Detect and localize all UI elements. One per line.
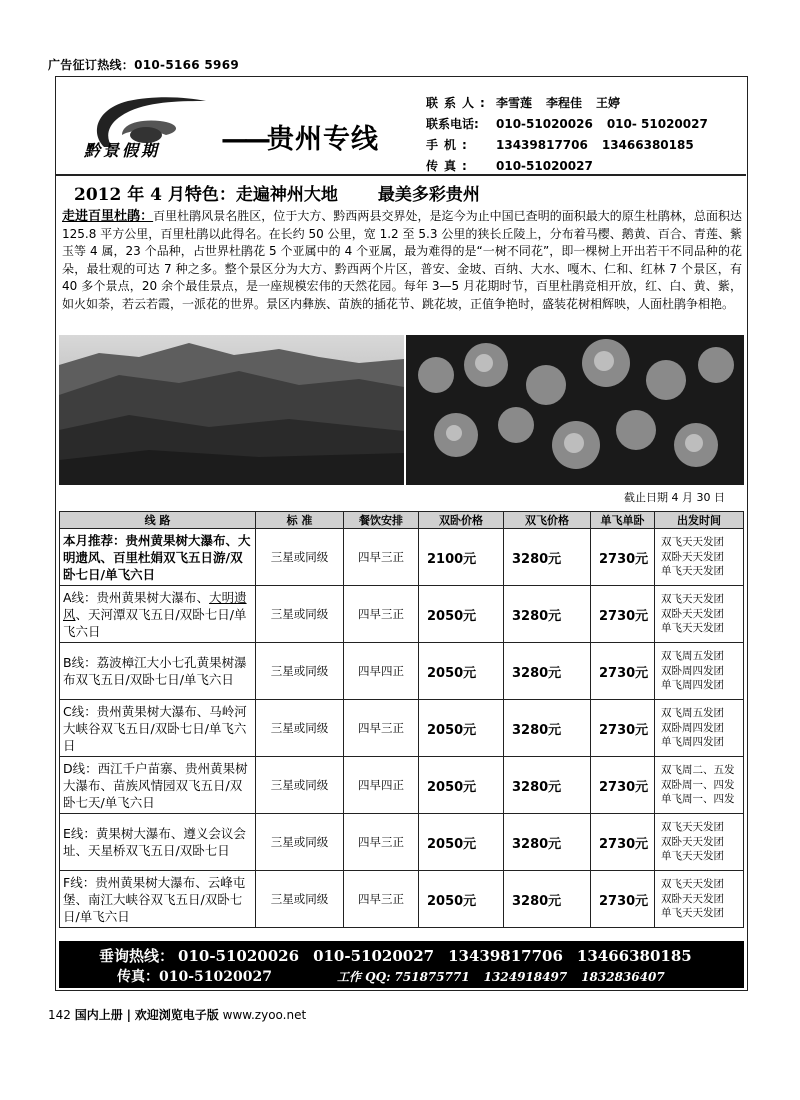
title-text: 贵州专线	[267, 124, 379, 155]
website-link[interactable]: www.zyoo.net	[222, 1008, 307, 1022]
table-header-row	[60, 512, 744, 529]
flight-price-cell: 3280元	[504, 643, 591, 700]
col-flight-price: 双飞价格	[504, 512, 591, 529]
standard-cell: 三星或同级	[256, 643, 344, 700]
route-cell: E线：黄果树大瀑布、遵义会议会址、天星桥双飞五日/双卧七日	[60, 814, 256, 871]
col-route: 线 路	[60, 512, 256, 529]
topic-main: 2012 年 4 月特色：走遍神州大地	[74, 185, 338, 205]
hotline-numbers: 垂询热线： 010-51020026 010-51020027 13439817706 13466380185	[99, 947, 692, 965]
section-name: 国内上册	[74, 1008, 123, 1022]
table-row	[60, 643, 744, 700]
departure-cell: 双飞天天发团 双卧天天发团 单飞天天发团	[655, 871, 744, 928]
contact-label: 联系人:	[426, 96, 491, 110]
single-price-cell: 2730元	[591, 529, 655, 586]
intro-paragraph	[62, 208, 742, 314]
standard-cell: 三星或同级	[256, 757, 344, 814]
hotline-banner	[59, 941, 744, 988]
sleeper-price-cell: 2050元	[419, 871, 504, 928]
route-cell: F线：贵州黄果树大瀑布、云峰屯堡、南江大峡谷双飞五日/双卧七日/单飞六日	[60, 871, 256, 928]
mobile-number: 13439817706	[496, 138, 588, 152]
route-cell: B线：荔波樟江大小七孔黄果树瀑布双飞五日/双卧七日/单飞六日	[60, 643, 256, 700]
meal-cell: 四早三正	[344, 871, 419, 928]
intro-lead: 走进百里杜鹃：	[62, 209, 154, 224]
col-sleeper-price: 双卧价格	[419, 512, 504, 529]
single-price-cell: 2730元	[591, 871, 655, 928]
departure-cell: 双飞天天发团 双卧天天发团 单飞天天发团	[655, 529, 744, 586]
single-price-cell: 2730元	[591, 757, 655, 814]
contact-label: 传真:	[426, 159, 473, 173]
sleeper-price-cell: 2050元	[419, 643, 504, 700]
contact-row-persons	[426, 93, 722, 114]
flight-price-cell: 3280元	[504, 814, 591, 871]
azalea-photo	[406, 335, 744, 485]
route-table	[59, 511, 744, 928]
standard-cell: 三星或同级	[256, 700, 344, 757]
route-cell: A线：贵州黄果树大瀑布、大明遗风、天河潭双飞五日/双卧七日/单飞六日	[60, 586, 256, 643]
title-dash: ——	[221, 124, 267, 155]
flight-price-cell: 3280元	[504, 757, 591, 814]
flight-price-cell: 3280元	[504, 700, 591, 757]
table-row	[60, 757, 744, 814]
ad-hotline: 广告征订热线：010-5166 5969	[48, 58, 240, 72]
contact-block	[426, 93, 722, 177]
standard-cell: 三星或同级	[256, 871, 344, 928]
contact-label: 手机:	[426, 138, 473, 152]
fax-number: 010-51020027	[496, 159, 593, 173]
hotline-fax	[117, 966, 272, 986]
meal-cell: 四早三正	[344, 586, 419, 643]
meal-cell: 四早四正	[344, 757, 419, 814]
phone-number: 010- 51020027	[606, 117, 708, 131]
sleeper-price-cell: 2050元	[419, 586, 504, 643]
deadline: 截止日期 4 月 30 日	[624, 491, 725, 504]
meal-cell: 四早三正	[344, 814, 419, 871]
topic-heading	[74, 180, 480, 205]
hotline-label: 垂询热线：	[99, 947, 175, 965]
table-row	[60, 529, 744, 586]
col-departure: 出发时间	[655, 512, 744, 529]
fax-label: 传真：	[117, 969, 159, 985]
sleeper-price-cell: 2050元	[419, 757, 504, 814]
standard-cell: 三星或同级	[256, 529, 344, 586]
topic-sub: 最美多彩贵州	[377, 185, 480, 205]
flight-price-cell: 3280元	[504, 871, 591, 928]
contact-row-phone	[426, 114, 722, 135]
mountain-photo	[59, 335, 404, 485]
flight-price-cell: 3280元	[504, 529, 591, 586]
intro-body: 百里杜鹃风景名胜区，位于大方、黔西两县交界处，是迄今为止中国已查明的面积最大的原生杜鹃林，总面积达 125.8 平方公里，百里杜鹃以此得名。在长约 50 公里，宽 1.2 至 5.3 公里的狭长丘陵上，分布着马樱、鹅黄、百合、青莲、紫玉等 4 属，23 个品种，占世界杜鹃花 5 个亚属中的 4 个亚属，最为难得的是“一树不同花”，即一棵树上开出若干不同品种的花朵，最壮观的可达 7 种之多。整个景区分为大方、黔西两个片区，普安、金坡、百纳、大水、嘎木、仁和、红林 7 个景区，有 40 多个景点，20 余个最佳景点，是一座规模宏伟的天然花园。每年 3—5 月花期时节，百里杜鹃竞相开放，红、白、黄、紫，如火如荼，若云若霞，一派花的世界。景区内彝族、苗族的插花节、跳花坡，正值争艳时，盛装花树相辉映，人面杜鹃争相艳。	[62, 209, 742, 311]
footer-separator: |	[126, 1008, 131, 1022]
single-price-cell: 2730元	[591, 814, 655, 871]
route-cell: D线：西江千户苗寨、贵州黄果树大瀑布、苗族风情园双飞五日/双卧七天/单飞六日	[60, 757, 256, 814]
ad-frame	[55, 76, 748, 991]
route-cell: 本月推荐：贵州黄果树大瀑布、大明遗风、百里杜娟双飞五日游/双卧七日/单飞六日	[60, 529, 256, 586]
divider	[56, 174, 746, 176]
col-standard: 标 准	[256, 512, 344, 529]
route-cell: C线：贵州黄果树大瀑布、马岭河大峡谷双飞五日/双卧七日/单飞六日	[60, 700, 256, 757]
contact-row-mobile	[426, 135, 722, 156]
qq-label: 工作 QQ:	[337, 970, 391, 984]
contact-person: 王婷	[596, 96, 621, 110]
meal-cell: 四早四正	[344, 643, 419, 700]
standard-cell: 三星或同级	[256, 814, 344, 871]
single-price-cell: 2730元	[591, 586, 655, 643]
sleeper-price-cell: 2050元	[419, 700, 504, 757]
departure-cell: 双飞天天发团 双卧天天发团 单飞天天发团	[655, 814, 744, 871]
flight-price-cell: 3280元	[504, 586, 591, 643]
page-number: 142	[48, 1008, 71, 1022]
sleeper-price-cell: 2050元	[419, 814, 504, 871]
table-row	[60, 814, 744, 871]
meal-cell: 四早三正	[344, 700, 419, 757]
hotline-qq: 工作 QQ: 751875771 1324918497 1832836407	[337, 970, 665, 984]
fax-value: 010-51020027	[159, 969, 272, 985]
mobile-number: 13466380185	[601, 138, 694, 152]
departure-cell: 双飞周五发团 双卧周四发团 单飞周四发团	[655, 700, 744, 757]
table-row	[60, 700, 744, 757]
phone-number: 010-51020026	[496, 117, 593, 131]
departure-cell: 双飞周五发团 双卧周四发团 单飞周四发团	[655, 643, 744, 700]
line-title	[221, 117, 379, 156]
departure-cell: 双飞周二、五发 双卧周一、四发 单飞周一、四发	[655, 757, 744, 814]
table-row	[60, 871, 744, 928]
contact-person: 李雪莲	[496, 96, 533, 110]
contact-label: 联系电话:	[426, 117, 479, 131]
meal-cell: 四早三正	[344, 529, 419, 586]
contact-person: 李程佳	[546, 96, 583, 110]
departure-cell: 双飞天天发团 双卧天天发团 单飞天天发团	[655, 586, 744, 643]
brand-logo-text: 黔景假期	[84, 141, 161, 160]
table-row	[60, 586, 744, 643]
page-footer	[48, 1006, 306, 1023]
standard-cell: 三星或同级	[256, 586, 344, 643]
col-single-price: 单飞单卧	[591, 512, 655, 529]
sleeper-price-cell: 2100元	[419, 529, 504, 586]
single-price-cell: 2730元	[591, 700, 655, 757]
col-meals: 餐饮安排	[344, 512, 419, 529]
promo-text: 欢迎浏览电子版	[134, 1008, 219, 1022]
single-price-cell: 2730元	[591, 643, 655, 700]
